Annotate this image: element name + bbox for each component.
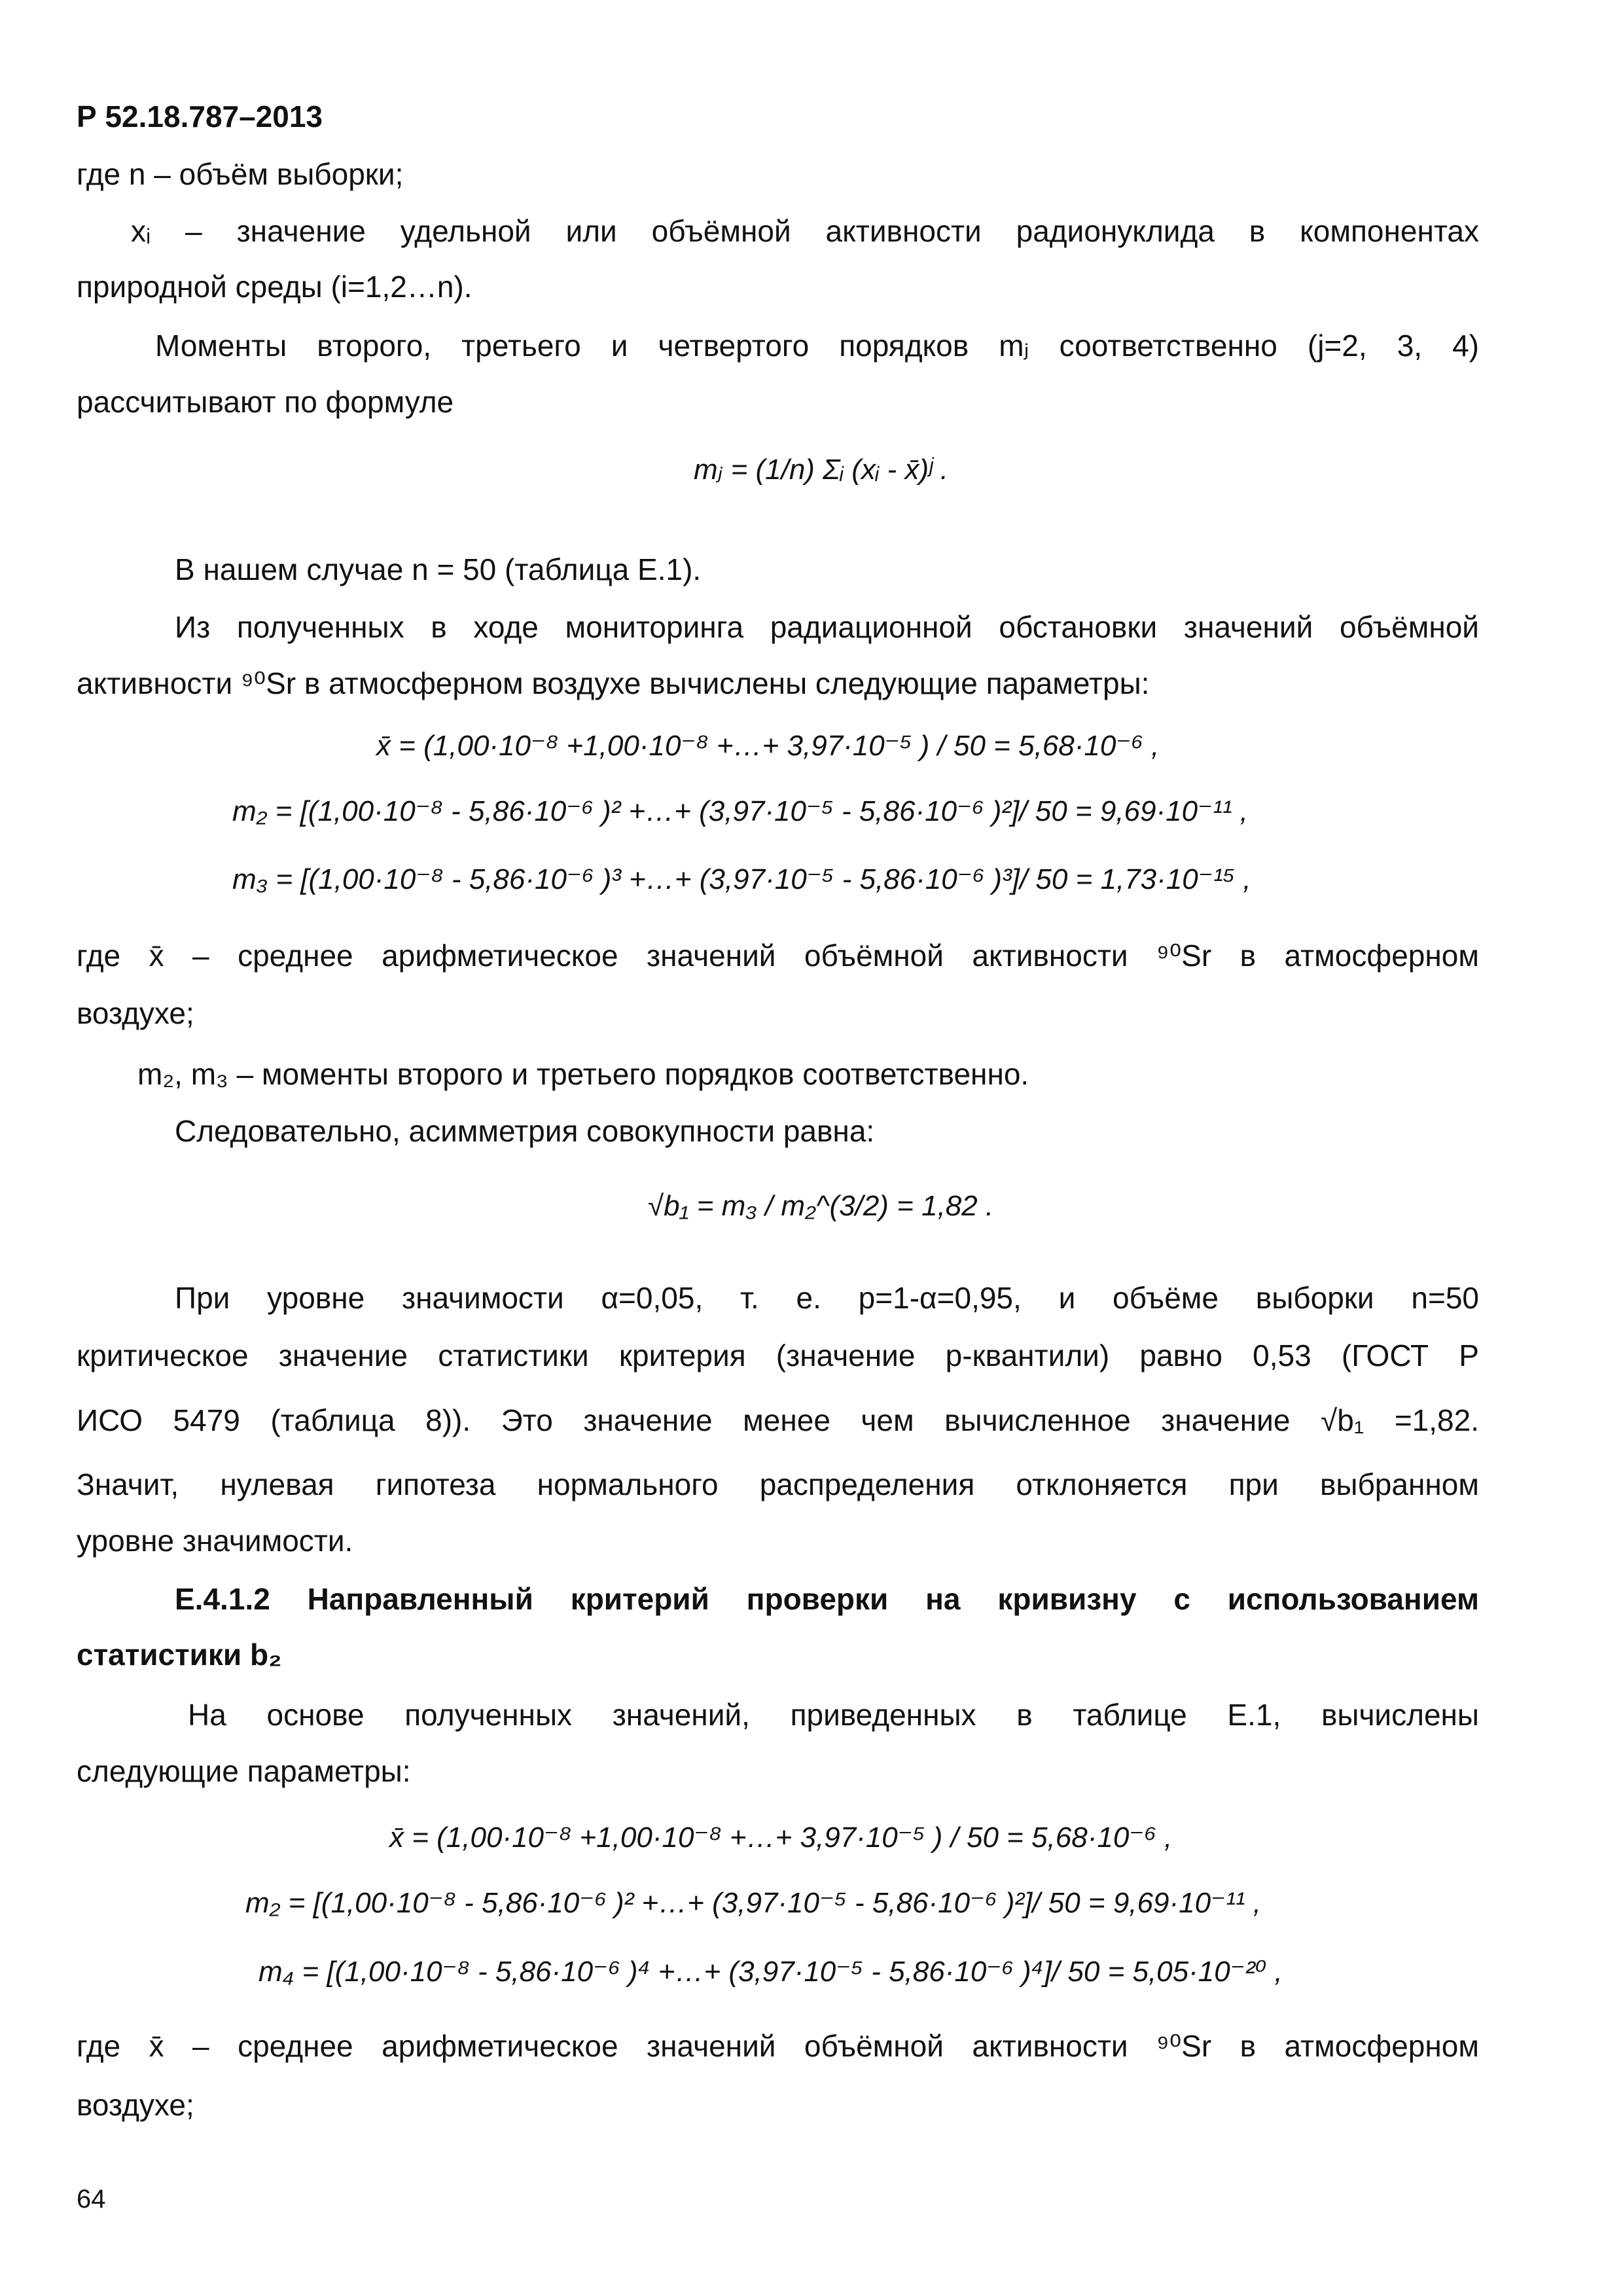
formula-m3: m₃ = [(1,00·10⁻⁸ - 5,86·10⁻⁶ )³ +…+ (3,97·10⁻⁵ - 5,86·10⁻⁶ )³]/ 50 = 1,73·10⁻¹⁵ , — [232, 863, 1251, 895]
text-line: где n – объём выборки; — [77, 157, 404, 191]
text-line: где x̄ – среднее арифметическое значений объёмной активности ⁹⁰Sr в атмосферном — [77, 939, 1479, 973]
document-code: Р 52.18.787–2013 — [77, 99, 323, 134]
text-line: Из полученных в ходе мониторинга радиационной обстановки значений объёмной — [175, 610, 1479, 644]
formula-mean-2: x̄ = (1,00·10⁻⁸ +1,00·10⁻⁸ +…+ 3,97·10⁻⁵ ) / 50 = 5,68·10⁻⁶ , — [389, 1821, 1173, 1854]
text-line: ИСО 5479 (таблица 8)). Это значение менее чем вычисленное значение √b₁ =1,82. — [77, 1403, 1479, 1437]
text-line: В нашем случае n = 50 (таблица Е.1). — [175, 552, 702, 586]
formula-mean: x̄ = (1,00·10⁻⁸ +1,00·10⁻⁸ +…+ 3,97·10⁻⁵ ) / 50 = 5,68·10⁻⁶ , — [376, 730, 1160, 762]
text-line: уровне значимости. — [77, 1524, 353, 1558]
text-line: Значит, нулевая гипотеза нормального распределения отклоняется при выбранном — [77, 1467, 1479, 1501]
text-line: При уровне значимости α=0,05, т. е. p=1-α=0,95, и объёме выборки n=50 — [175, 1281, 1479, 1315]
text-line: m₂, m₃ – моменты второго и третьего порядков соответственно. — [137, 1057, 1029, 1091]
text-line: Моменты второго, третьего и четвертого порядков mⱼ соответственно (j=2, 3, 4) — [155, 329, 1479, 363]
formula-skewness: √b₁ = m₃ / m₂^(3/2) = 1,82 . — [648, 1190, 994, 1222]
text-line: Следовательно, асимметрия совокупности равна: — [175, 1114, 875, 1148]
section-heading: Е.4.1.2 Направленный критерий проверки на кривизну с использованием — [175, 1582, 1479, 1616]
formula-moment: mⱼ = (1/n) Σᵢ (xᵢ - x̄)ʲ . — [694, 454, 948, 486]
text-line: воздухе; — [77, 996, 194, 1030]
text-line: критическое значение статистики критерия (значение p-квантили) равно 0,53 (ГОСТ Р — [77, 1338, 1479, 1372]
formula-m4: m₄ = [(1,00·10⁻⁸ - 5,86·10⁻⁶ )⁴ +…+ (3,97·10⁻⁵ - 5,86·10⁻⁶ )⁴]/ 50 = 5,05·10⁻²⁰ , — [259, 1956, 1283, 1988]
text-line: следующие параметры: — [77, 1754, 411, 1788]
formula-m2: m₂ = [(1,00·10⁻⁸ - 5,86·10⁻⁶ )² +…+ (3,97·10⁻⁵ - 5,86·10⁻⁶ )²]/ 50 = 9,69·10⁻¹¹ , — [232, 795, 1249, 827]
text-line: рассчитывают по формуле — [77, 385, 454, 419]
text-line: воздухе; — [77, 2088, 194, 2122]
text-line: На основе полученных значений, приведенных в таблице Е.1, вычислены — [188, 1698, 1479, 1732]
text-line: xᵢ – значение удельной или объёмной активности радионуклида в компонентах — [131, 214, 1479, 248]
section-heading: статистики b₂ — [77, 1638, 282, 1672]
text-line: активности ⁹⁰Sr в атмосферном воздухе вычислены следующие параметры: — [77, 666, 1150, 700]
text-line: природной среды (i=1,2…n). — [77, 270, 473, 304]
text-line: где x̄ – среднее арифметическое значений объёмной активности ⁹⁰Sr в атмосферном — [77, 2029, 1479, 2063]
page-number: 64 — [77, 2185, 106, 2214]
formula-m2-2: m₂ = [(1,00·10⁻⁸ - 5,86·10⁻⁶ )² +…+ (3,97·10⁻⁵ - 5,86·10⁻⁶ )²]/ 50 = 9,69·10⁻¹¹ , — [245, 1887, 1262, 1919]
